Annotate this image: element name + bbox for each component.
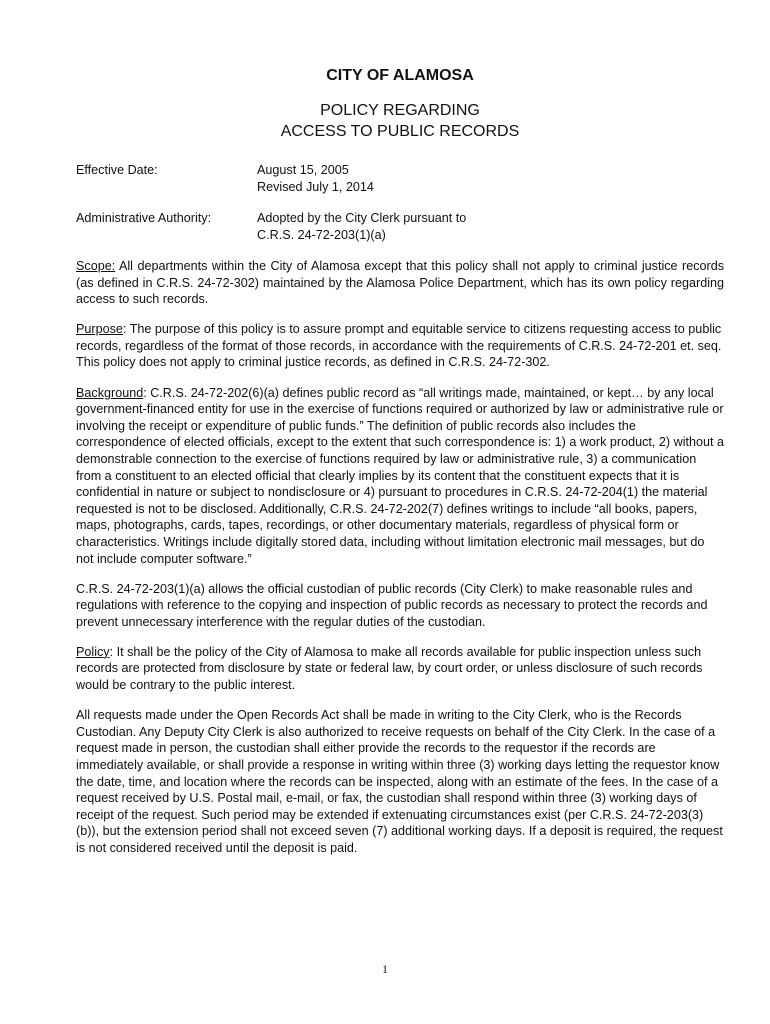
policy-text: : It shall be the policy of the City of Alamosa to make all records available for public inspection unless such records are protected from disclosure by state or federal law, by court order, or unless disclosure of such records would be contrary to the public interest. [76,644,703,693]
crs-paragraph: C.R.S. 24-72-203(1)(a) allows the official custodian of public records (City Clerk) to make reasonable rules and regulations with reference to the copying and inspection of public records as necessary to protect the records and prevent unnecessary interference with the regular duties of the custodian. [76,581,708,629]
purpose-heading: Purpose [76,322,123,337]
page-number: 1 [382,962,388,976]
authority-line-1: Adopted by the City Clerk pursuant to [257,211,467,225]
requests-paragraph: All requests made under the Open Records Act shall be made in writing to the City Clerk, who is the Records Custodian. Any Deputy City Clerk is also authorized to receive requests on behalf of the City Clerk. In the case of a request made in person, the custodian shall either provide the records to the requestor if the records are immediately available, or shall provide a response in writing within three (3) working days letting the requestor know the date, time, and location where the records can be inspected, along with an estimate of the fees. In the case of a request received by U.S. Postal mail, e-mail, or fax, the custodian shall respond within three (3) working days of receipt of the request. Such period may be extended if extenuating circumstances exist (per C.R.S. 24-72-203(3)(b)), but the extension period shall not exceed seven (7) additional working days. If a deposit is required, the request is not considered received until the deposit is paid. [76,708,723,855]
effective-date-row [76,162,724,196]
subtitle-line-2: ACCESS TO PUBLIC RECORDS [280,123,520,140]
purpose-text: : The purpose of this policy is to assure prompt and equitable service to citizens requesting access to public records, regardless of the format of those records, in accordance with the requirements of C.R.S. 24-72-201 et. seq. This policy does not apply to criminal justice records, as defined in C.R.S. 24-72-302. [76,322,722,370]
document-title: CITY OF ALAMOSA [326,67,474,84]
document-subtitle [76,100,724,142]
background-paragraph [76,385,724,568]
effective-date-value [257,162,374,196]
policy-paragraph [76,644,724,694]
subtitle-line-1: POLICY REGARDING [320,102,480,119]
scope-paragraph [76,258,724,308]
effective-date-original: August 15, 2005 [257,163,349,177]
policy-heading: Policy [76,644,110,659]
scope-heading: Scope: [76,259,116,273]
administrative-authority-value [257,210,466,244]
effective-date-revised: Revised July 1, 2014 [257,180,374,194]
background-text: : C.R.S. 24-72-202(6)(a) defines public record as “all writings made, maintained, or kept… by any local government-financed entity for use in the exercise of functions required or authorized by law or administrative rule or involving the receipt or expenditure of public funds.” The definition of public records also includes the correspondence of elected officials, except to the extent that such correspondence is: 1) a work product, 2) without a demonstrable connection to the exercise of functions required by law or administrative rule, 3) a communication from a constituent to an elected official that clearly implies by its content that the constituent expects that it is confidential in nature or subject to nondisclosure or 4) pursuant to procedures in C.R.S. 24-72-204(1) the material requested is not to be disclosed. Additionally, C.R.S. 24-72-202(7) defines writings to include “all books, papers, maps, photographs, cards, tapes, recordings, or other documentary materials, regardless of physical form or characteristics. Writings include digitally stored data, including without limitation electronic mail messages, but do not include computer software.” [76,385,725,566]
purpose-paragraph [76,321,724,371]
administrative-authority-row [76,210,724,244]
administrative-authority-label: Administrative Authority: [76,211,212,225]
effective-date-label: Effective Date: [76,163,158,177]
background-heading: Background [76,385,144,400]
document-page [76,66,724,870]
authority-line-2: C.R.S. 24-72-203(1)(a) [257,228,386,242]
scope-text: All departments within the City of Alamosa except that this policy shall not apply to criminal justice records (as defined in C.R.S. 24-72-302) maintained by the Alamosa Police Department, which has its own policy regarding access to such records. [76,259,724,307]
